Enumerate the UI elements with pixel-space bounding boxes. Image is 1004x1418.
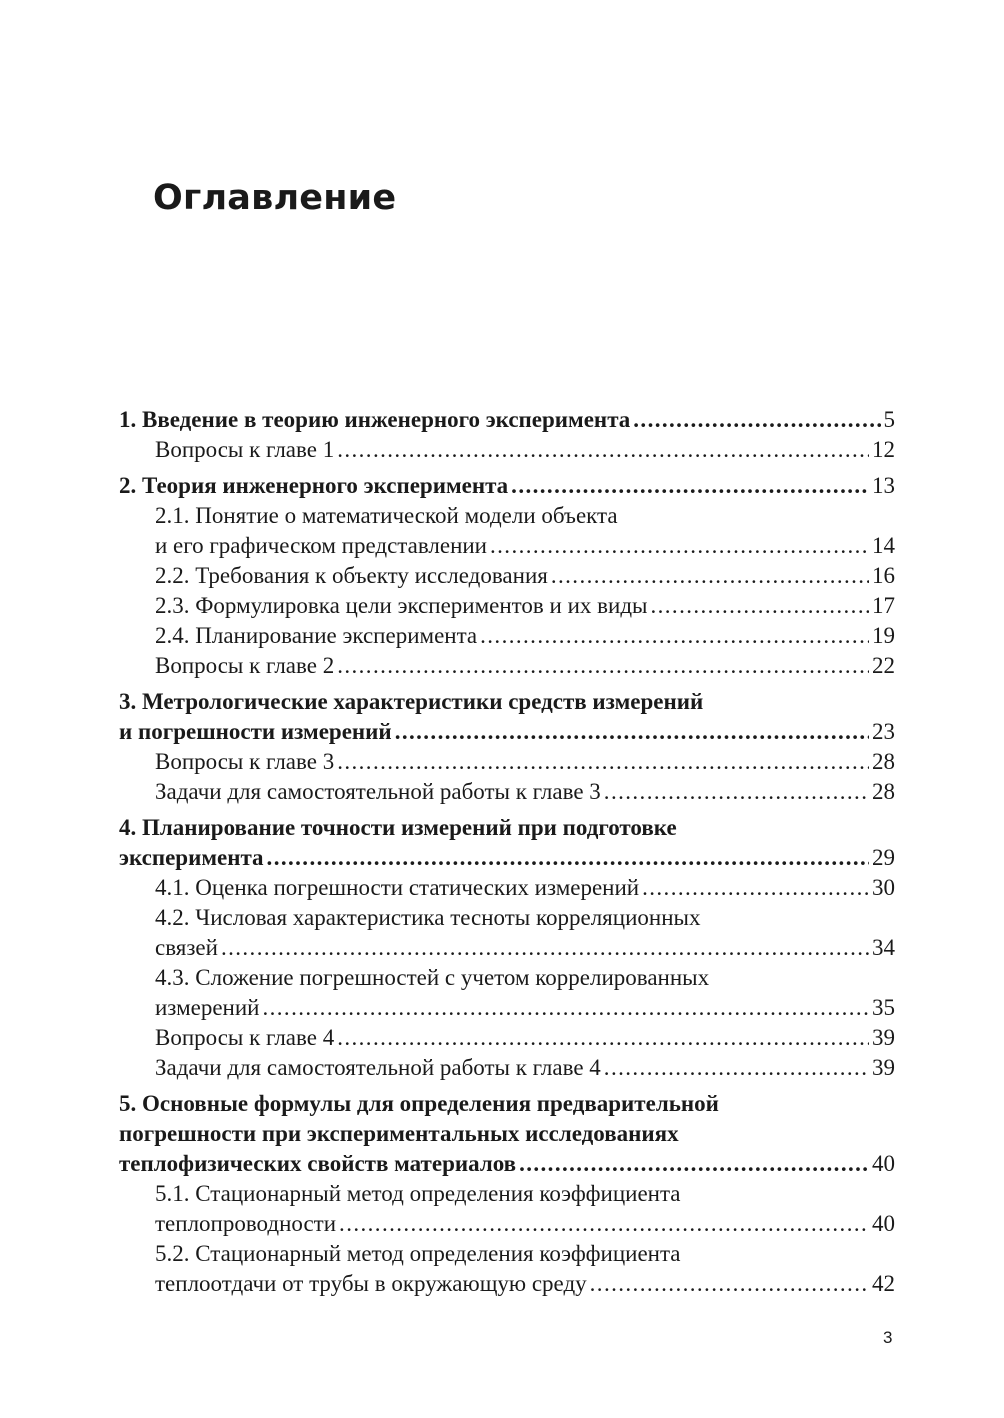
toc-entry-title: Вопросы к главе 3 <box>155 749 335 774</box>
toc-line <box>119 621 895 651</box>
toc-page-number: 39 <box>872 1055 895 1080</box>
toc-page-number: 40 <box>872 1151 895 1176</box>
toc-line <box>119 435 895 465</box>
toc-entry-title: 4.3. Сложение погрешностей с учетом коррелированных <box>155 965 710 990</box>
toc-entry-title: 4.2. Числовая характеристика тесноты корреляционных <box>155 905 701 930</box>
toc-page-number: 5 <box>883 407 895 432</box>
toc-line <box>119 501 895 531</box>
toc-line <box>119 903 895 933</box>
toc-section-entry[interactable] <box>119 1239 895 1299</box>
dot-leader <box>262 993 869 1023</box>
toc-section-entry[interactable] <box>119 747 895 777</box>
toc-line <box>119 1269 895 1299</box>
toc-page-number: 34 <box>872 935 895 960</box>
toc-section-entry[interactable] <box>119 591 895 621</box>
toc-line <box>119 1023 895 1053</box>
toc-line <box>119 1239 895 1269</box>
toc-section-entry[interactable] <box>119 651 895 681</box>
dot-leader <box>519 1149 869 1179</box>
toc-page-number: 12 <box>872 437 895 462</box>
toc-entry-title: теплопроводности <box>155 1211 337 1236</box>
toc-page-number: 30 <box>872 875 895 900</box>
toc-page-number: 13 <box>872 473 895 498</box>
toc-entry-title: погрешности при экспериментальных исследованиях <box>119 1121 679 1146</box>
toc-page-number: 22 <box>872 653 895 678</box>
toc-line <box>119 747 895 777</box>
dot-leader <box>221 933 869 963</box>
toc-entry-title: 1. Введение в теорию инженерного эксперимента <box>119 407 631 432</box>
toc-section-entry[interactable] <box>119 621 895 651</box>
toc-line <box>119 1179 895 1209</box>
toc-entry-title: и его графическом представлении <box>155 533 487 558</box>
dot-leader <box>337 435 869 465</box>
toc-section-entry[interactable] <box>119 501 895 561</box>
toc-line <box>119 651 895 681</box>
toc-line <box>119 1149 895 1179</box>
toc-entry-title: Вопросы к главе 4 <box>155 1025 335 1050</box>
toc-page-number: 14 <box>872 533 895 558</box>
toc-entry-title: 2.1. Понятие о математической модели объекта <box>155 503 618 528</box>
dot-leader <box>480 621 869 651</box>
toc-entry-title: теплофизических свойств материалов <box>119 1151 517 1176</box>
toc-line <box>119 933 895 963</box>
toc-page-number: 42 <box>872 1271 895 1296</box>
toc-line <box>119 843 895 873</box>
dot-leader <box>337 1023 869 1053</box>
toc-page-number: 17 <box>872 593 895 618</box>
dot-leader <box>490 531 869 561</box>
toc-section-entry[interactable] <box>119 903 895 963</box>
toc-entry-title: Вопросы к главе 1 <box>155 437 335 462</box>
toc-section-entry[interactable] <box>119 1179 895 1239</box>
dot-leader <box>642 873 869 903</box>
toc-line <box>119 531 895 561</box>
toc-section-entry[interactable] <box>119 1053 895 1083</box>
toc-entry-title: связей <box>155 935 218 960</box>
toc-line <box>119 1053 895 1083</box>
toc-section-entry[interactable] <box>119 873 895 903</box>
toc-entry-title: 2.3. Формулировка цели экспериментов и их виды <box>155 593 648 618</box>
toc-line <box>119 1119 895 1149</box>
toc-entry-title: 2.2. Требования к объекту исследования <box>155 563 548 588</box>
toc-line <box>119 777 895 807</box>
toc-entry-title: теплоотдачи от трубы в окружающую среду <box>155 1271 587 1296</box>
toc-entry-title: 3. Метрологические характеристики средств измерений <box>119 689 704 714</box>
dot-leader <box>267 843 869 873</box>
dot-leader <box>511 471 869 501</box>
dot-leader <box>604 1053 869 1083</box>
toc-entry-title: измерений <box>155 995 260 1020</box>
dot-leader <box>650 591 869 621</box>
toc-page-number: 23 <box>872 719 895 744</box>
toc-chapter-entry[interactable] <box>119 405 895 435</box>
toc-section-entry[interactable] <box>119 1023 895 1053</box>
dot-leader <box>337 651 869 681</box>
toc-line <box>119 963 895 993</box>
toc-entry-title: Задачи для самостоятельной работы к главе 4 <box>155 1055 601 1080</box>
toc-entry-title: 5. Основные формулы для определения предварительной <box>119 1091 719 1116</box>
toc-chapter-entry[interactable] <box>119 813 895 873</box>
toc-entry-title: 5.2. Стационарный метод определения коэффициента <box>155 1241 681 1266</box>
dot-leader <box>339 1209 869 1239</box>
page-number: 3 <box>883 1328 893 1347</box>
toc-entry-title: и погрешности измерений <box>119 719 392 744</box>
toc-section-entry[interactable] <box>119 777 895 807</box>
toc-entry-title: 5.1. Стационарный метод определения коэффициента <box>155 1181 681 1206</box>
toc-page-number: 29 <box>872 845 895 870</box>
dot-leader <box>604 777 869 807</box>
toc-entry-title: 4.1. Оценка погрешности статических измерений <box>155 875 640 900</box>
toc-page-number: 19 <box>872 623 895 648</box>
toc-section-entry[interactable] <box>119 435 895 465</box>
toc-page-number: 40 <box>872 1211 895 1236</box>
toc-chapter-entry[interactable] <box>119 1089 895 1179</box>
toc-line <box>119 405 895 435</box>
toc-chapter-entry[interactable] <box>119 471 895 501</box>
toc-entry-title: Задачи для самостоятельной работы к главе 3 <box>155 779 601 804</box>
toc-line <box>119 471 895 501</box>
dot-leader <box>590 1269 869 1299</box>
toc-line <box>119 993 895 1023</box>
page-title: Оглавление <box>153 178 397 218</box>
toc-page-number: 39 <box>872 1025 895 1050</box>
toc-entry-title: Вопросы к главе 2 <box>155 653 335 678</box>
dot-leader <box>551 561 869 591</box>
toc-section-entry[interactable] <box>119 963 895 1023</box>
toc-line <box>119 717 895 747</box>
toc-line <box>119 687 895 717</box>
toc-line <box>119 1089 895 1119</box>
toc-page-number: 28 <box>872 779 895 804</box>
toc-chapter-entry[interactable] <box>119 687 895 747</box>
toc-page-number: 28 <box>872 749 895 774</box>
toc-page-number: 35 <box>872 995 895 1020</box>
toc-line <box>119 591 895 621</box>
dot-leader <box>633 405 880 435</box>
toc-line <box>119 873 895 903</box>
dot-leader <box>337 747 869 777</box>
table-of-contents <box>119 405 895 1299</box>
toc-entry-title: эксперимента <box>119 845 264 870</box>
toc-section-entry[interactable] <box>119 561 895 591</box>
toc-line <box>119 813 895 843</box>
toc-entry-title: 2.4. Планирование эксперимента <box>155 623 478 648</box>
dot-leader <box>395 717 869 747</box>
toc-page-number: 16 <box>872 563 895 588</box>
toc-line <box>119 561 895 591</box>
toc-entry-title: 2. Теория инженерного эксперимента <box>119 473 509 498</box>
toc-line <box>119 1209 895 1239</box>
toc-entry-title: 4. Планирование точности измерений при подготовке <box>119 815 677 840</box>
